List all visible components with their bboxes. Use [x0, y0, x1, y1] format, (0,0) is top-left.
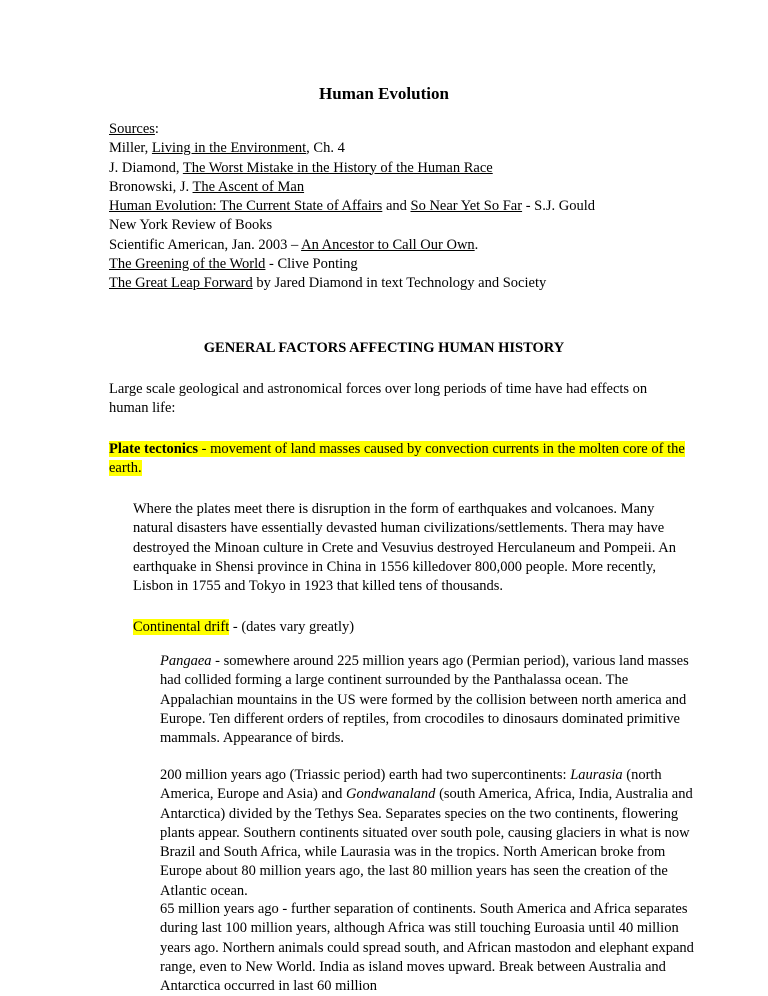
source-gould-title-2: So Near Yet So Far	[410, 198, 523, 215]
source-gould	[109, 197, 709, 216]
source-ponting	[109, 255, 709, 274]
source-miller-chapter: , Ch. 4	[306, 140, 345, 157]
source-miller-title: Living in the Environment	[151, 140, 307, 157]
source-diamond-title: The Worst Mistake in the History of the Human Race	[182, 159, 493, 176]
source-bronowski-author: Bronowski, J.	[109, 178, 193, 195]
continental-drift-heading: Continental drift	[133, 619, 230, 635]
source-diamond	[109, 159, 709, 178]
source-sciam-period: .	[474, 236, 479, 253]
source-miller-author: Miller,	[109, 140, 152, 157]
tectonics-paragraph: Where the plates meet there is disruption in the form of earthquakes and volcanoes. Many natural disasters have essentially devasted human civilizations/settlements. Thera may have destroyed the Minoan culture in Crete and Vesuvius destroyed Herculaneum and Pompeii. An earthquake in Shensi province in China in 1556 killedover 800,000 people. More recently, Lisbon in 1755 and Tokyo in 1923 that killed tens of thousands.	[133, 501, 676, 595]
section-heading: GENERAL FACTORS AFFECTING HUMAN HISTORY	[203, 340, 565, 356]
source-sciam-journal: Scientific American, Jan. 2003 –	[109, 236, 302, 253]
intro-paragraph: Large scale geological and astronomical forces over long periods of time have had effects on human life:	[109, 381, 648, 417]
source-bronowski	[109, 178, 709, 197]
pangaea-paragraph	[160, 652, 695, 748]
laurasia-term: Laurasia	[570, 767, 623, 783]
source-diamond-author: J. Diamond,	[109, 159, 183, 176]
sixtyfive-million-paragraph: 65 million years ago - further separation of continents. South America and Africa separates during last 100 million years, although Africa was still touching Euroasia until 40 million years ago. Northern animals could spread south, and African mastodon and elephant expand range, even to New World. India as island moves upward. Break between Australia and Antarctica occurred in last 60 million	[160, 901, 694, 995]
source-ponting-title: The Greening of the World	[109, 256, 266, 273]
sources-label: Sources	[109, 121, 155, 137]
triassic-text-1: 200 million years ago (Triassic period) earth had two supercontinents:	[160, 767, 571, 783]
source-nyrb: New York Review of Books	[109, 217, 273, 234]
gondwanaland-term: Gondwanaland	[346, 786, 436, 803]
pangaea-text: - somewhere around 225 million years ago (Permian period), various land masses had collided forming a large continent surrounded by the Panthalassa ocean. The Appalachian mountains in the US were formed by the collision between north america and Europe. Ten different orders of reptiles, from crocodiles to dinosaurs dominated primitive mammals. Appearance of birds.	[160, 653, 689, 747]
source-gould-title-1: Human Evolution: The Current State of Affairs	[109, 198, 383, 215]
sources-colon: :	[154, 121, 159, 137]
source-leap-author: by Jared Diamond in text Technology and Society	[252, 275, 547, 292]
source-leap	[109, 274, 709, 293]
source-gould-and: and	[382, 198, 411, 215]
sources-list	[109, 120, 709, 294]
triassic-text-3: (south America, Africa, India, Australia and Antarctica) divided by the Tethys Sea. Separates species on the two continents, flowering plants appear. Southern continents situated over south pole, causing glaciers in what is now Brazil and South Africa, while Laurasia was in the tropics. North American broke from Europe about 80 million years ago, the last 80 million years has seen the creation of the Atlantic ocean.	[160, 786, 693, 899]
source-leap-title: The Great Leap Forward	[109, 275, 253, 292]
continental-drift-text: - (dates vary greatly)	[229, 619, 355, 635]
source-bronowski-title: The Ascent of Man	[192, 178, 305, 195]
plate-tectonics-heading: Plate tectonics	[109, 441, 198, 457]
sources-label-line	[109, 120, 709, 139]
triassic-text-2: (north America, Europe and Asia) and	[160, 767, 662, 803]
source-sciam-title: An Ancestor to Call Our Own	[301, 236, 475, 253]
continental-drift-line	[133, 618, 693, 637]
page-title: Human Evolution	[319, 84, 449, 103]
triassic-paragraph	[160, 766, 695, 901]
pangaea-term: Pangaea	[160, 653, 212, 669]
source-miller	[109, 139, 709, 158]
source-ponting-author: - Clive Ponting	[265, 256, 358, 273]
source-sciam	[109, 236, 709, 255]
source-gould-author: - S.J. Gould	[522, 198, 595, 215]
plate-tectonics-paragraph	[109, 440, 689, 479]
plate-tectonics-text: - movement of land masses caused by convection currents in the molten core of the earth.	[109, 441, 685, 477]
